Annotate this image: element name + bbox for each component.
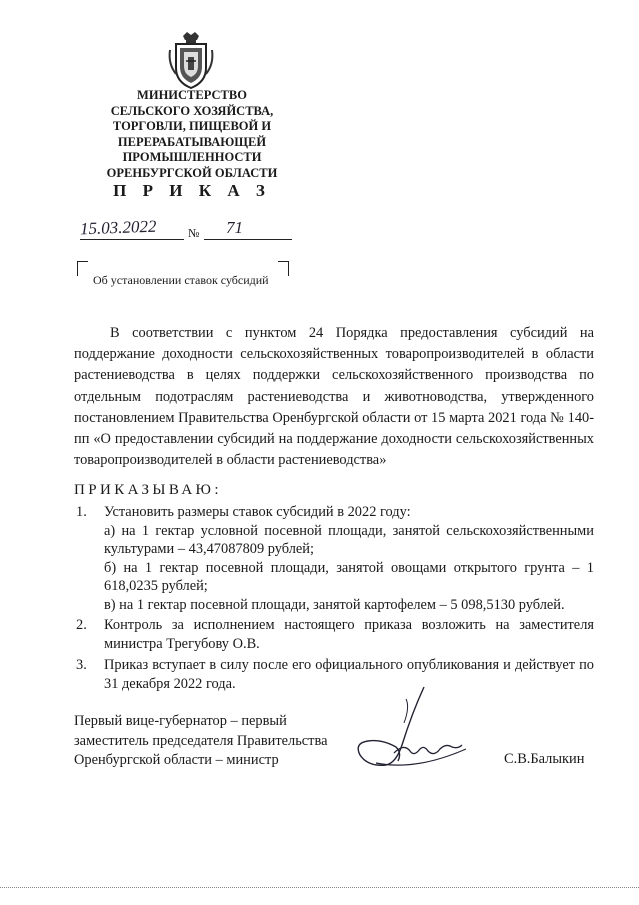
coat-of-arms-icon: [166, 30, 216, 90]
item-number: 2.: [76, 617, 87, 633]
signature-icon: [346, 683, 496, 783]
ministry-line: СЕЛЬСКОГО ХОЗЯЙСТВА,: [110, 103, 274, 118]
number-underline: [204, 239, 292, 240]
date-number-line: [80, 218, 292, 244]
order-list: [74, 503, 594, 693]
page-bottom-edge: [0, 887, 639, 888]
ministry-line: ПЕРЕРАБАТЫВАЮЩЕЙ: [117, 134, 267, 149]
order-heading: ПРИКАЗЫВАЮ:: [74, 482, 222, 498]
signer-title: [74, 712, 327, 771]
order-item: [74, 656, 594, 693]
subitem: [104, 596, 594, 615]
subject-bracket-right: [278, 261, 289, 276]
subject-bracket-left: [77, 261, 88, 276]
ministry-line: МИНИСТЕРСТВО: [137, 88, 247, 102]
subject-line: Об установлении ставок субсидий: [93, 273, 269, 287]
order-item: [74, 503, 594, 614]
subitem-text: в) на 1 гектар посевной площади, занятой картофелем – 5 098,5130 рублей.: [104, 596, 565, 613]
preamble-paragraph: В соответствии с пунктом 24 Порядка предоставления субсидий на поддержание доходности сельскохозяйственных товаропроизводителей в области растениеводства в целях поддержки сельскохозяйственного производства по отдельным подотраслям растениеводства и животноводства, утвержденного постановлением Правительства Оренбургской области от 15 марта 2021 года № 140-пп «О предоставлении субсидий на поддержание доходности сельскохозяйственных товаропроизводителей в области растениеводства»: [74, 325, 594, 469]
order-item: [74, 616, 594, 653]
handwritten-number: 71: [226, 218, 243, 237]
signer-title-line: Первый вице-губернатор – первый: [74, 713, 287, 729]
item-number: 3.: [76, 657, 87, 673]
item-text: Установить размеры ставок субсидий в 2022 году:: [104, 504, 411, 520]
document-type: П Р И К А З: [113, 181, 271, 200]
ministry-name: [80, 88, 304, 182]
ministry-line: ТОРГОВЛИ, ПИЩЕВОЙ И: [112, 119, 272, 134]
number-label: №: [188, 226, 200, 240]
item-text: Контроль за исполнением настоящего приказа возложить на заместителя министра Трегубову О.В.: [104, 617, 594, 652]
subitem: [104, 522, 594, 559]
ministry-line: ОРЕНБУРГСКОЙ ОБЛАСТИ: [106, 165, 278, 180]
subitem-text: а) на 1 гектар условной посевной площади, занятой сельскохозяйственными культурами – 43,47087809 рублей;: [104, 522, 594, 557]
signer-name: С.В.Балыкин: [504, 751, 585, 767]
handwritten-date: 15.03.2022: [79, 216, 157, 239]
signer-title-line: Оренбургской области – министр: [74, 752, 279, 768]
subitem-text: б) на 1 гектар посевной площади, занятой овощами открытого грунта – 1 618,0235 рублей;: [104, 559, 594, 594]
item-text: Приказ вступает в силу после его официального опубликования и действует по 31 декабря 2022 года.: [104, 657, 594, 692]
ministry-line: ПРОМЫШЛЕННОСТИ: [122, 150, 262, 165]
date-underline: [80, 239, 184, 240]
item-number: 1.: [76, 504, 87, 520]
signer-title-line: заместитель председателя Правительства: [74, 732, 328, 749]
subitem: [104, 559, 594, 596]
preamble: [74, 323, 594, 471]
